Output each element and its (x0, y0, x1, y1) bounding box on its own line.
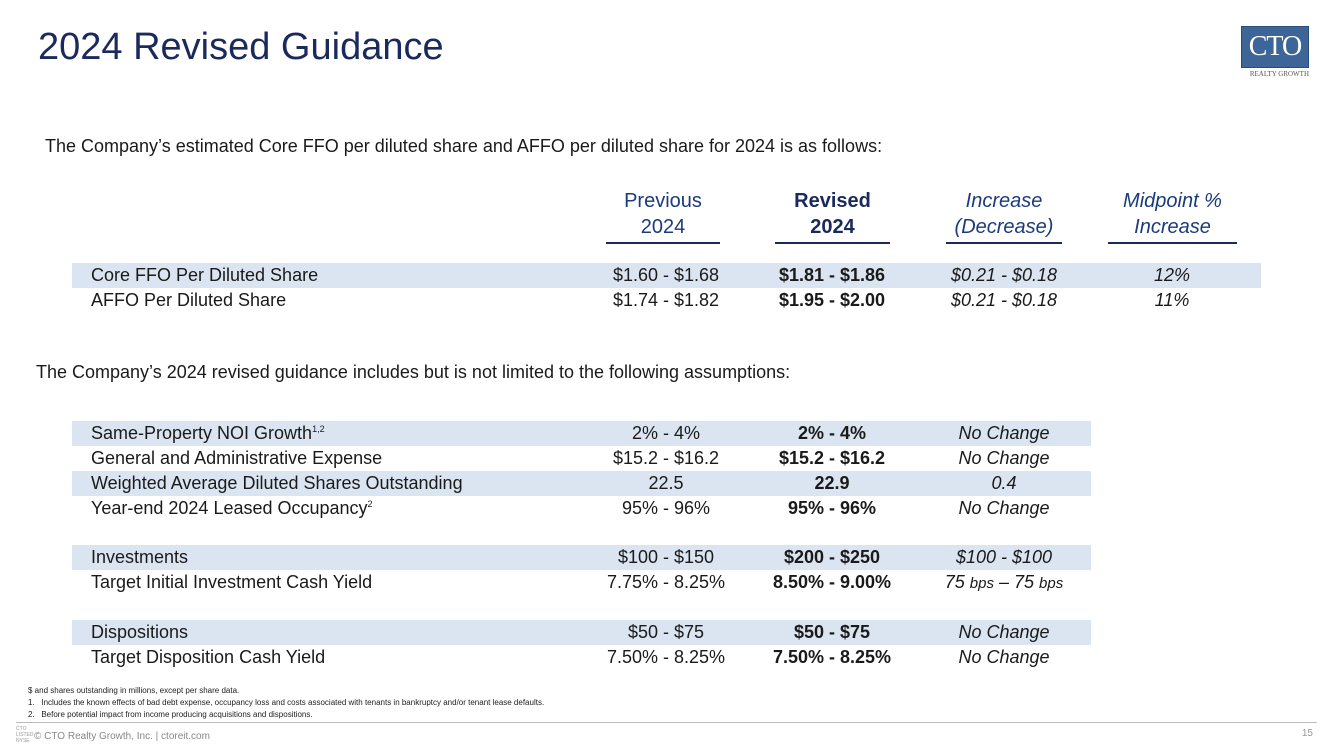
change-unit-a: bps (969, 575, 994, 592)
cell-change: $0.21 - $0.18 (950, 265, 1058, 285)
row-label: Investments (91, 547, 189, 567)
logo-mark: CTO (1241, 26, 1309, 68)
mini-logo-line1: CTO (16, 726, 27, 732)
cell-previous: 7.50% - 8.25% (606, 647, 726, 667)
cell-previous: $50 - $75 (627, 622, 705, 642)
cell-previous: $100 - $150 (617, 547, 715, 567)
table-row-same-property-noi (72, 421, 1091, 446)
footer-mini-logo (16, 726, 34, 744)
cell-previous: $1.60 - $1.68 (612, 265, 720, 285)
row-label: General and Administrative Expense (91, 448, 383, 468)
row-label: Target Disposition Cash Yield (91, 647, 326, 667)
table-row-affo (72, 288, 1261, 313)
cell-change: No Change (958, 647, 1050, 667)
mini-logo-line3: NYSE (16, 738, 30, 744)
mini-logo-line2: LISTED (16, 732, 34, 738)
cell-revised: $1.81 - $1.86 (778, 265, 886, 285)
header-underline (946, 242, 1062, 244)
footnote-2: 2. Before potential impact from income producing acquisitions and dispositions. (28, 710, 313, 719)
cell-revised: $200 - $250 (783, 547, 881, 567)
cell-revised: 22.9 (814, 473, 850, 493)
header-previous (606, 188, 720, 244)
row-label: Target Initial Investment Cash Yield (91, 572, 373, 592)
footer-copyright: © CTO Realty Growth, Inc. | ctoreit.com (34, 731, 210, 742)
cell-change (924, 570, 1084, 596)
header-revised (775, 188, 890, 244)
row-label (91, 496, 373, 521)
header-increase-line1: Increase (965, 190, 1043, 212)
table-row-leased-occupancy (72, 496, 1091, 521)
row-label (91, 421, 325, 446)
cell-revised: $1.95 - $2.00 (778, 290, 886, 310)
footnote-1: 1. Includes the known effects of bad debt expense, occupancy loss and costs associated with tenants in bankruptcy and/or tenant lease defaults. (28, 698, 545, 707)
change-unit-b: bps (1039, 575, 1064, 592)
header-midpoint-line2: Increase (1134, 216, 1211, 238)
header-revised-line2: 2024 (810, 216, 855, 238)
cell-revised: 8.50% - 9.00% (772, 572, 892, 592)
cell-previous: 7.75% - 8.25% (606, 572, 726, 592)
table-row-investment-yield (72, 570, 1091, 595)
table-row-investments (72, 545, 1091, 570)
header-underline (775, 242, 890, 244)
cell-change: No Change (958, 423, 1050, 443)
footer-divider (16, 722, 1317, 723)
logo-subtitle: REALTY GROWTH (1249, 70, 1309, 78)
cell-revised: $50 - $75 (793, 622, 871, 642)
table-row-core-ffo (72, 263, 1261, 288)
header-underline (1108, 242, 1237, 244)
header-previous-line2: 2024 (640, 216, 686, 238)
footnote-ref: 2 (367, 499, 373, 509)
cell-revised: 95% - 96% (787, 498, 877, 518)
change-a: 75 (944, 572, 965, 592)
cell-change: $100 - $100 (955, 547, 1053, 567)
cell-previous: 95% - 96% (621, 498, 711, 518)
intro-ffo: The Company’s estimated Core FFO per diluted share and AFFO per diluted share for 2024 is as follows: (45, 136, 883, 156)
table-row-g-and-a (72, 446, 1091, 471)
row-label: Dispositions (91, 622, 189, 642)
cell-midpoint: 12% (1153, 265, 1191, 285)
header-midpoint (1108, 188, 1237, 244)
row-label: Weighted Average Diluted Shares Outstanding (91, 473, 463, 493)
cell-change: 0.4 (991, 473, 1017, 493)
cell-previous: 22.5 (648, 473, 684, 493)
row-label: AFFO Per Diluted Share (91, 290, 287, 310)
cell-change: No Change (958, 622, 1050, 642)
page-number: 15 (1301, 728, 1313, 739)
company-logo (1241, 26, 1309, 78)
cell-change: No Change (958, 448, 1050, 468)
intro-assumptions: The Company’s 2024 revised guidance includes but is not limited to the following assumptions: (36, 362, 791, 382)
footnote-units: $ and shares outstanding in millions, except per share data. (28, 686, 240, 695)
cell-revised: $15.2 - $16.2 (778, 448, 886, 468)
row-label-text: Same-Property NOI Growth (91, 423, 313, 443)
header-increase (946, 188, 1062, 244)
row-label-text: Year-end 2024 Leased Occupancy (91, 498, 368, 518)
table-row-dispositions (72, 620, 1091, 645)
header-revised-line1: Revised (794, 190, 871, 212)
table-row-disposition-yield (72, 645, 1091, 670)
change-separator: – (993, 572, 1014, 592)
row-label: Core FFO Per Diluted Share (91, 265, 319, 285)
cell-previous: $1.74 - $1.82 (612, 290, 720, 310)
footnote-ref: 1,2 (312, 424, 325, 434)
header-increase-line2: (Decrease) (954, 216, 1054, 238)
page-title: 2024 Revised Guidance (38, 26, 444, 68)
header-underline (606, 242, 720, 244)
cell-midpoint: 11% (1154, 290, 1190, 310)
change-b: 75 (1014, 572, 1035, 592)
cell-revised: 7.50% - 8.25% (772, 647, 892, 667)
header-midpoint-line1: Midpoint % (1123, 190, 1222, 212)
cell-change: $0.21 - $0.18 (950, 290, 1058, 310)
header-previous-line1: Previous (624, 190, 702, 212)
cell-change: No Change (958, 498, 1050, 518)
cell-previous: $15.2 - $16.2 (612, 448, 720, 468)
table-row-diluted-shares (72, 471, 1091, 496)
cell-revised: 2% - 4% (797, 423, 867, 443)
cell-previous: 2% - 4% (631, 423, 701, 443)
